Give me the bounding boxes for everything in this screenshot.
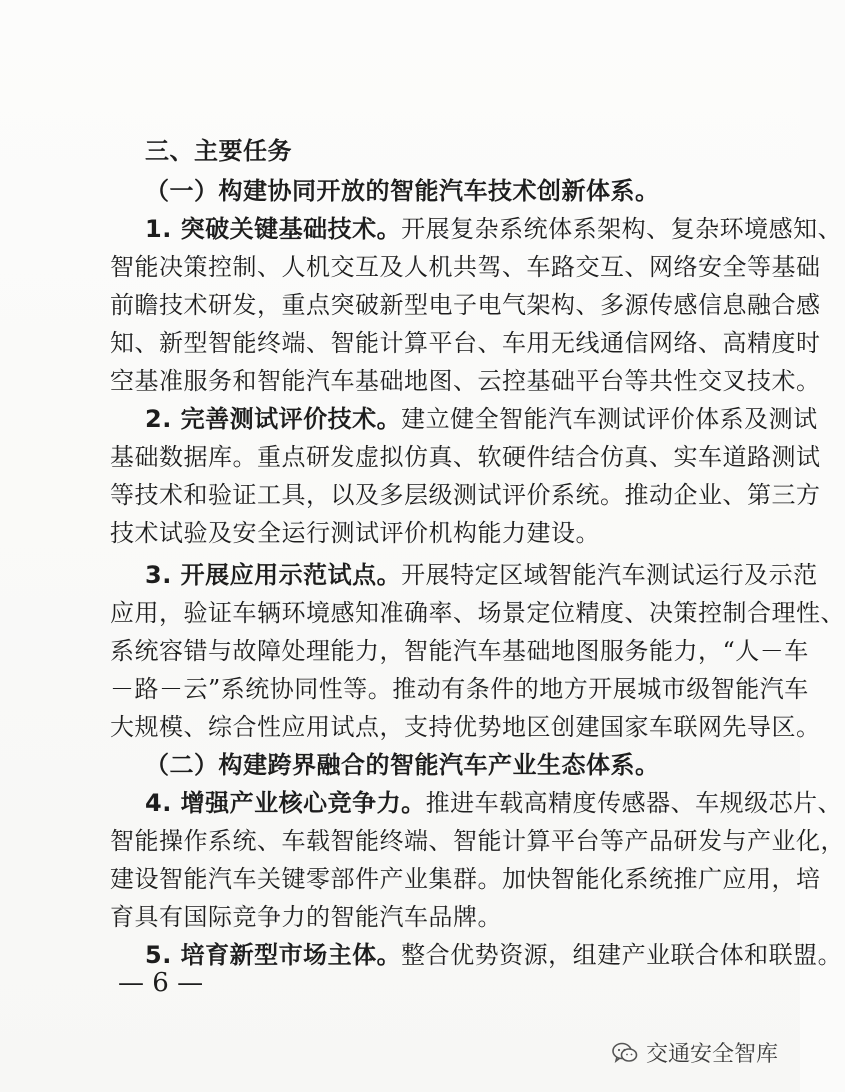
paragraph-line: 前瞻技术研发，重点突破新型电子电气架构、多源传感信息融合感 [110, 291, 821, 319]
watermark [612, 1037, 778, 1068]
paragraph-line [145, 938, 843, 972]
item-text: 推进车载高精度传感器、车规级芯片、 [425, 789, 843, 817]
paragraph-line: 知、新型智能终端、智能计算平台、车用无线通信网络、高精度时 [110, 329, 821, 357]
item-keyword: 4. 增强产业核心竞争力。 [145, 789, 426, 817]
paragraph-line [145, 212, 843, 246]
paragraph-line: 智能操作系统、车载智能终端、智能计算平台等产品研发与产业化， [110, 827, 845, 855]
paragraph-line: 基础数据库。重点研发虚拟仿真、软硬件结合仿真、实车道路测试 [110, 443, 821, 471]
wechat-icon [612, 1042, 638, 1064]
paragraph-line: 系统容错与故障处理能力，智能汽车基础地图服务能力，“人－车 [110, 637, 809, 665]
subsection-title-1: （一）构建协同开放的智能汽车技术创新体系。 [145, 177, 660, 205]
paragraph-line [145, 558, 818, 592]
item-text: 开展复杂系统体系架构、复杂环境感知、 [401, 215, 843, 243]
section-title: 三、主要任务 [145, 137, 292, 165]
paragraph-line [145, 786, 843, 820]
paragraph-line: 大规模、综合性应用试点，支持优势地区创建国家车联网先导区。 [110, 713, 821, 741]
paragraph-line: 建设智能汽车关键零部件产业集群。加快智能化系统推广应用，培 [110, 865, 821, 893]
paragraph-line: 育具有国际竞争力的智能汽车品牌。 [110, 903, 502, 931]
subsection-title-2: （二）构建跨界融合的智能汽车产业生态体系。 [145, 751, 660, 779]
paragraph-line: 智能决策控制、人机交互及人机共驾、车路交互、网络安全等基础 [110, 253, 821, 281]
item-text: 建立健全智能汽车测试评价体系及测试 [401, 405, 818, 433]
item-text: 开展特定区域智能汽车测试运行及示范 [401, 561, 818, 589]
paragraph-line [145, 402, 818, 436]
paragraph-line: 空基准服务和智能汽车基础地图、云控基础平台等共性交叉技术。 [110, 367, 821, 395]
item-keyword: 1. 突破关键基础技术。 [145, 215, 402, 243]
watermark-text: 交通安全智库 [645, 1042, 778, 1067]
paragraph-line: 等技术和验证工具，以及多层级测试评价系统。推动企业、第三方 [110, 481, 821, 509]
paragraph-line: 应用，验证车辆环境感知准确率、场景定位精度、决策控制合理性、 [110, 599, 845, 627]
page-number: — 6 — [118, 968, 204, 998]
item-text: 整合优势资源，组建产业联合体和联盟。 [401, 941, 843, 969]
paragraph-line: 技术试验及安全运行测试评价机构能力建设。 [110, 519, 600, 547]
paragraph-line: －路－云”系统协同性等。推动有条件的地方开展城市级智能汽车 [110, 675, 809, 703]
item-keyword: 3. 开展应用示范试点。 [145, 561, 402, 589]
item-keyword: 5. 培育新型市场主体。 [145, 941, 402, 969]
item-keyword: 2. 完善测试评价技术。 [145, 405, 402, 433]
